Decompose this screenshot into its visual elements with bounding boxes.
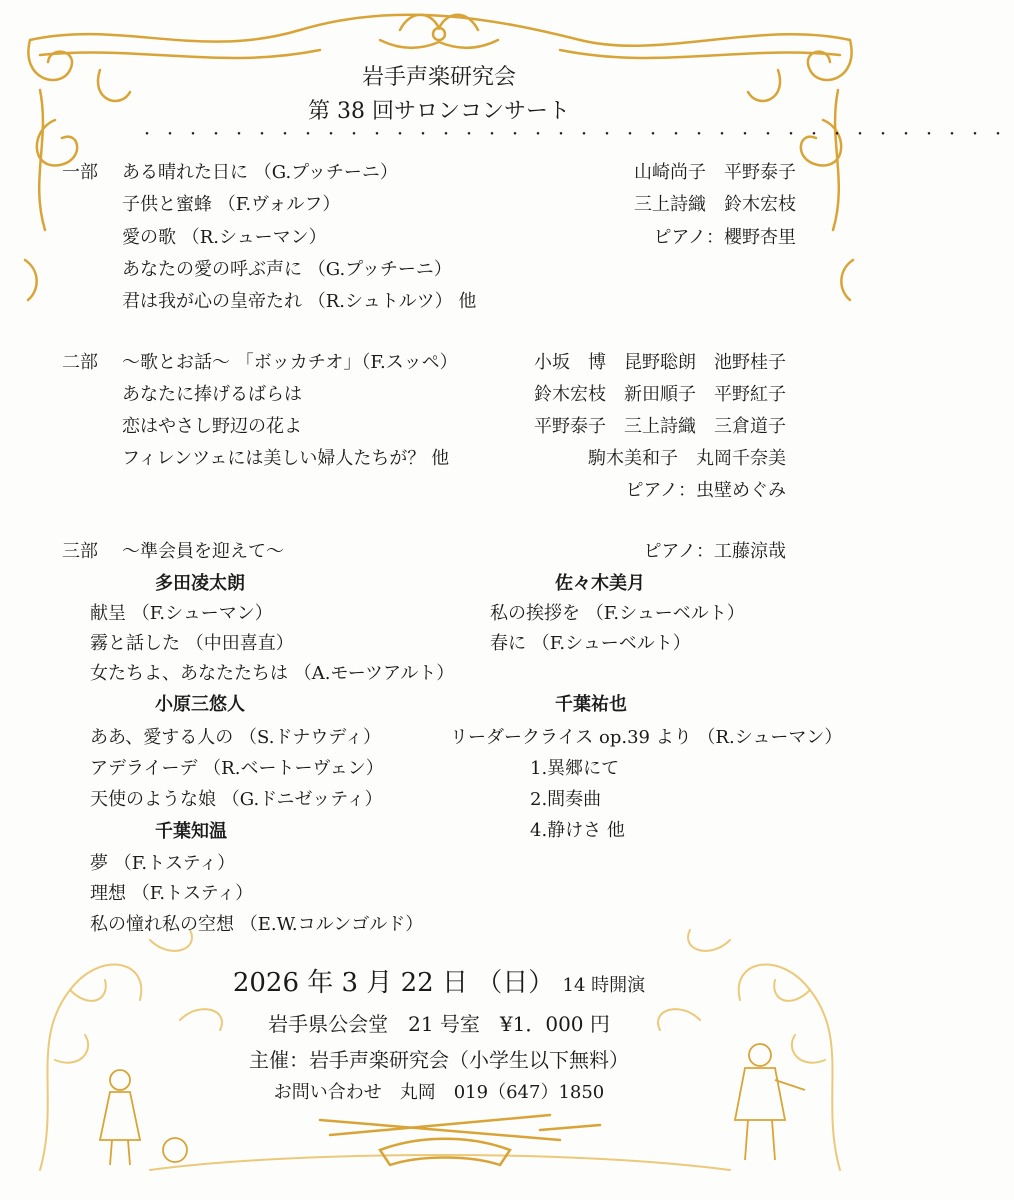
part2-performer-2: 鈴木宏枝 新田順子 平野紅子 <box>534 384 786 405</box>
part1-song-3: 愛の歌 （R.シューマン） <box>122 227 327 248</box>
event-venue: 岩手県公会堂 21 号室 ¥1．000 円 <box>268 1012 610 1036</box>
song: ああ、愛する人の （S.ドナウディ） <box>90 727 381 748</box>
song: 4.静けさ 他 <box>530 820 625 841</box>
concert-title: 第 38 回サロンコンサート <box>308 99 570 124</box>
part3-pianist: ピアノ：工藤涼哉 <box>643 541 786 562</box>
performer-name: 千葉祐也 <box>555 694 627 715</box>
event-organizer: 主催：岩手声楽研究会（小学生以下無料） <box>249 1048 629 1072</box>
song: リーダークライス op.39 より （R.シューマン） <box>450 727 843 748</box>
performer-name: 小原三悠人 <box>155 694 245 715</box>
performer-name: 佐々木美月 <box>555 573 645 594</box>
part1-pianist: ピアノ：櫻野杏里 <box>653 227 796 248</box>
part1-song-4: あなたの愛の呼ぶ声に （G.プッチーニ） <box>122 259 452 280</box>
part2-song-3: 恋はやさし野辺の花よ <box>122 416 302 437</box>
song: 霧と話した （中田喜直） <box>90 633 294 654</box>
part1-label: 一部 <box>62 162 98 183</box>
part3-theme: ～準会員を迎えて～ <box>122 541 284 562</box>
event-date-line <box>0 962 878 999</box>
organization-title: 岩手声楽研究会 <box>361 65 516 90</box>
song: 私の憧れ私の空想 （E.W.コルンゴルド） <box>90 914 424 935</box>
performer-name: 千葉知温 <box>155 821 227 842</box>
event-contact: お問い合わせ 丸岡 019（647）1850 <box>273 1082 605 1103</box>
part1-performer-1: 山崎尚子 平野泰子 <box>634 162 796 183</box>
song: 天使のような娘 （G.ドニゼッティ） <box>90 789 383 810</box>
song: 夢 （F.トスティ） <box>90 853 236 874</box>
divider: ・・・・・・・・・・・・・・・・・・・・・・・・・・・・・・・・・・・・・・ <box>140 127 1014 143</box>
song: 女たちよ、あなたたちは （A.モーツアルト） <box>90 663 455 684</box>
part2-performer-1: 小坂 博 昆野聡朗 池野桂子 <box>534 352 786 373</box>
song: 私の挨拶を （F.シューベルト） <box>490 603 745 624</box>
performer-name: 多田凌太朗 <box>155 573 245 594</box>
event-time: 14 時開演 <box>562 975 646 996</box>
event-date: 2026 年 3 月 22 日 （日） <box>232 968 555 998</box>
part1-performer-2: 三上詩織 鈴木宏枝 <box>634 194 796 215</box>
song: 1.異郷にて <box>530 758 620 779</box>
part2-pianist: ピアノ：虫壁めぐみ <box>625 480 786 501</box>
song: 献呈 （F.シューマン） <box>90 603 273 624</box>
part2-song-4: フィレンツェには美しい婦人たちが？ 他 <box>122 448 450 469</box>
part2-label: 二部 <box>62 352 98 373</box>
part2-song-1: ～歌とお話～ 「ボッカチオ」（F.スッペ） <box>122 352 458 373</box>
part2-song-2: あなたに捧げるばらは <box>122 384 302 405</box>
part1-song-1: ある晴れた日に （G.プッチーニ） <box>122 162 398 183</box>
part3-label: 三部 <box>62 541 98 562</box>
song: 2.間奏曲 <box>530 789 602 810</box>
song: 春に （F.シューベルト） <box>490 633 691 654</box>
part1-song-5: 君は我が心の皇帝たれ （R.シュトルツ） 他 <box>122 291 477 312</box>
song: アデライーデ （R.ベートーヴェン） <box>90 758 384 779</box>
part2-performer-3: 平野泰子 三上詩織 三倉道子 <box>534 416 786 437</box>
song: 理想 （F.トスティ） <box>90 883 254 904</box>
part1-song-2: 子供と蜜蜂 （F.ヴォルフ） <box>122 194 341 215</box>
part2-performer-4: 駒木美和子 丸岡千奈美 <box>588 448 786 469</box>
